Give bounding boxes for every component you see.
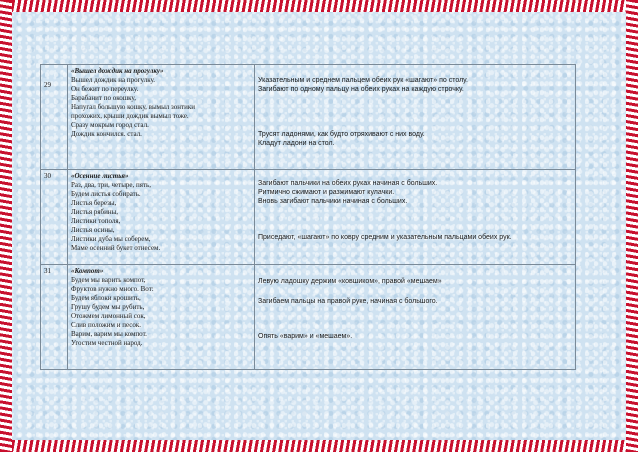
table-row [41,170,576,265]
poem-line: Он бежит по переулку. [71,85,139,93]
poem-line: Напугал большую кошку, вымыл зонтики [71,103,195,111]
movement-line: Вновь загибают пальчики начиная с больших. [258,198,408,205]
poem-line: Вышел дождик на прогулку. [71,76,156,84]
poem-cell [68,170,255,265]
movement-cell [255,65,576,170]
movement-line: Опять «варим» и «мешаем». [258,333,353,340]
poem-line: Листья рябины, [71,208,119,216]
poem-line: Листики тополя, [71,217,121,225]
poem-cell [68,265,255,370]
movement-line: Загибаем пальцы на правой руке, начиная с большого. [258,298,438,305]
row-number [41,265,68,370]
poem-title: «Компот» [71,267,104,275]
poem-line: Листья березы, [71,199,117,207]
poem-line: Фруктов нужно много. Вот: [71,285,154,293]
poem-title: «Осенние листья» [71,172,129,180]
poem-line: Сразу мокрым город стал. [71,121,149,129]
movement-line: Загибают пальчики на обеих руках начиная с больших. [258,180,438,187]
movement-line: Трусят ладонями, как будто отряхивают с них воду. [258,131,425,138]
movement-line: Левую ладошку держим «ковшиком», правой «мешаем» [258,278,442,285]
finger-games-table [40,64,576,370]
decorative-border-right [626,0,638,452]
poem-line: Угостим честной народ. [71,339,143,347]
decorative-border-top [0,0,638,12]
movement-line: Указательным и среднем пальцем обеих рук «шагают» по столу. [258,77,468,84]
poem-cell [68,65,255,170]
poem-line: Барабанит по окошку, [71,94,136,102]
poem-line: прохожих, крыши дождик вымыл тоже. [71,112,189,120]
movement-line: Загибают по одному пальцу на обеих руках на каждую строчку. [258,86,464,93]
movement-line: Кладут ладони на стол. [258,140,335,147]
poem-line: Слив положим и песок. [71,321,141,329]
row-number [41,170,68,265]
poem-line: Листики дуба мы соберем, [71,235,151,243]
row-number-text: 30 [44,172,51,180]
poem-line: Раз, два, три, четыре, пять, [71,181,152,189]
movement-line: Ритмично сжимают и разжимают кулачки. [258,189,395,196]
row-number-text: 29 [44,81,51,89]
movement-line: Приседают, «шагают» по ковру средним и указательным пальцами обеих рук. [258,234,512,241]
poem-line: Грушу будем мы рубить, [71,303,145,311]
movement-cell [255,265,576,370]
row-number-text: 31 [44,267,51,275]
row-number [41,65,68,170]
poem-title: «Вышел дождик на прогулку» [71,67,164,75]
decorative-border-bottom [0,440,638,452]
decorative-border-left [0,0,12,452]
table-row [41,265,576,370]
poem-line: Отожмем лимонный сок, [71,312,146,320]
poem-line: Листья осины, [71,226,115,234]
table-row [41,65,576,170]
poem-line: Будем яблоки крошить, [71,294,141,302]
poem-line: Будем листья собирать. [71,190,141,198]
poem-line: Маме осенний букет отнесем. [71,244,161,252]
poem-line: Будем мы варить компот, [71,276,146,284]
poem-line: Варим, варим мы компот. [71,330,147,338]
movement-cell [255,170,576,265]
poem-line: Дождик кончился. стал. [71,130,142,138]
